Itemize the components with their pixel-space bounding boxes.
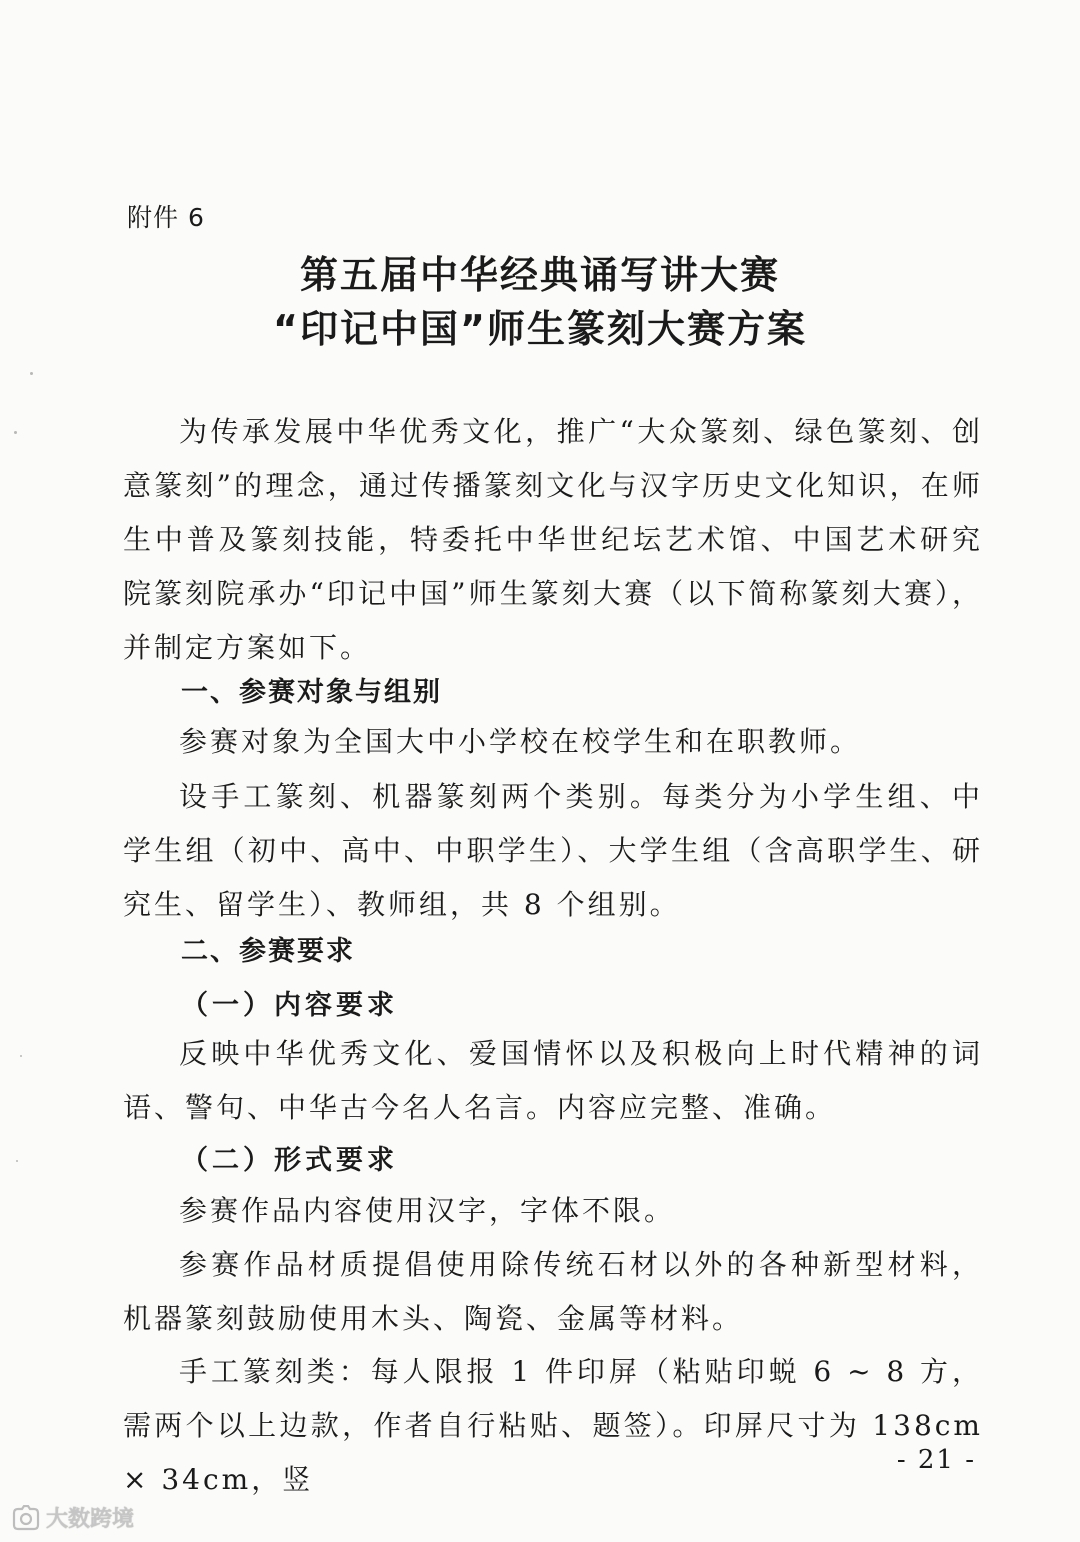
subsection2-paragraph-3: 手工篆刻类：每人限报 1 件印屏（粘贴印蜕 6 ~ 8 方，需两个以上边款，作者自行粘贴、题签）。印屏尺寸为 138cm × 34cm，竖: [123, 1355, 983, 1496]
subsection1-heading: （一）内容要求: [181, 990, 398, 1021]
subsection1-paragraph: 反映中华优秀文化、爱国情怀以及积极向上时代精神的词语、警句、中华古今名人名言。内容应完整、准确。: [123, 1037, 983, 1124]
scan-speck: [20, 1055, 22, 1057]
section1-paragraph-2: 设手工篆刻、机器篆刻两个类别。每类分为小学生组、中学生组（初中、高中、中职学生）、大学生组（含高职学生、研究生、留学生）、教师组，共 8 个组别。: [123, 780, 983, 921]
camera-logo-icon: [10, 1505, 40, 1531]
section1-heading: 一、参赛对象与组别: [181, 677, 442, 708]
subsection2-heading: （二）形式要求: [181, 1145, 398, 1176]
subsection2-paragraph-1: 参赛作品内容使用汉字，字体不限。: [179, 1194, 676, 1227]
subsection2-paragraph-2: 参赛作品材质提倡使用除传统石材以外的各种新型材料，机器篆刻鼓励使用木头、陶瓷、金属等材料。: [123, 1248, 983, 1335]
scan-speck: [14, 431, 17, 434]
watermark-text: 大数跨境: [46, 1507, 135, 1532]
title-line-1: 第五届中华经典诵写讲大赛: [299, 253, 780, 297]
scan-speck: [30, 372, 33, 375]
scan-speck: [16, 1160, 18, 1162]
page-number: - 21 -: [896, 1445, 976, 1475]
section2-heading: 二、参赛要求: [181, 936, 355, 967]
title-line-2: “印记中国”师生篆刻大赛方案: [273, 307, 807, 351]
intro-paragraph: 为传承发展中华优秀文化，推广“大众篆刻、绿色篆刻、创意篆刻”的理念，通过传播篆刻文化与汉字历史文化知识，在师生中普及篆刻技能，特委托中华世纪坛艺术馆、中国艺术研究院篆刻院承办“印记中国”师生篆刻大赛（以下简称篆刻大赛），并制定方案如下。: [123, 415, 983, 664]
attachment-label: 附件 6: [127, 203, 205, 232]
watermark: [10, 1502, 134, 1533]
section1-paragraph-1: 参赛对象为全国大中小学校在校学生和在职教师。: [179, 725, 862, 758]
